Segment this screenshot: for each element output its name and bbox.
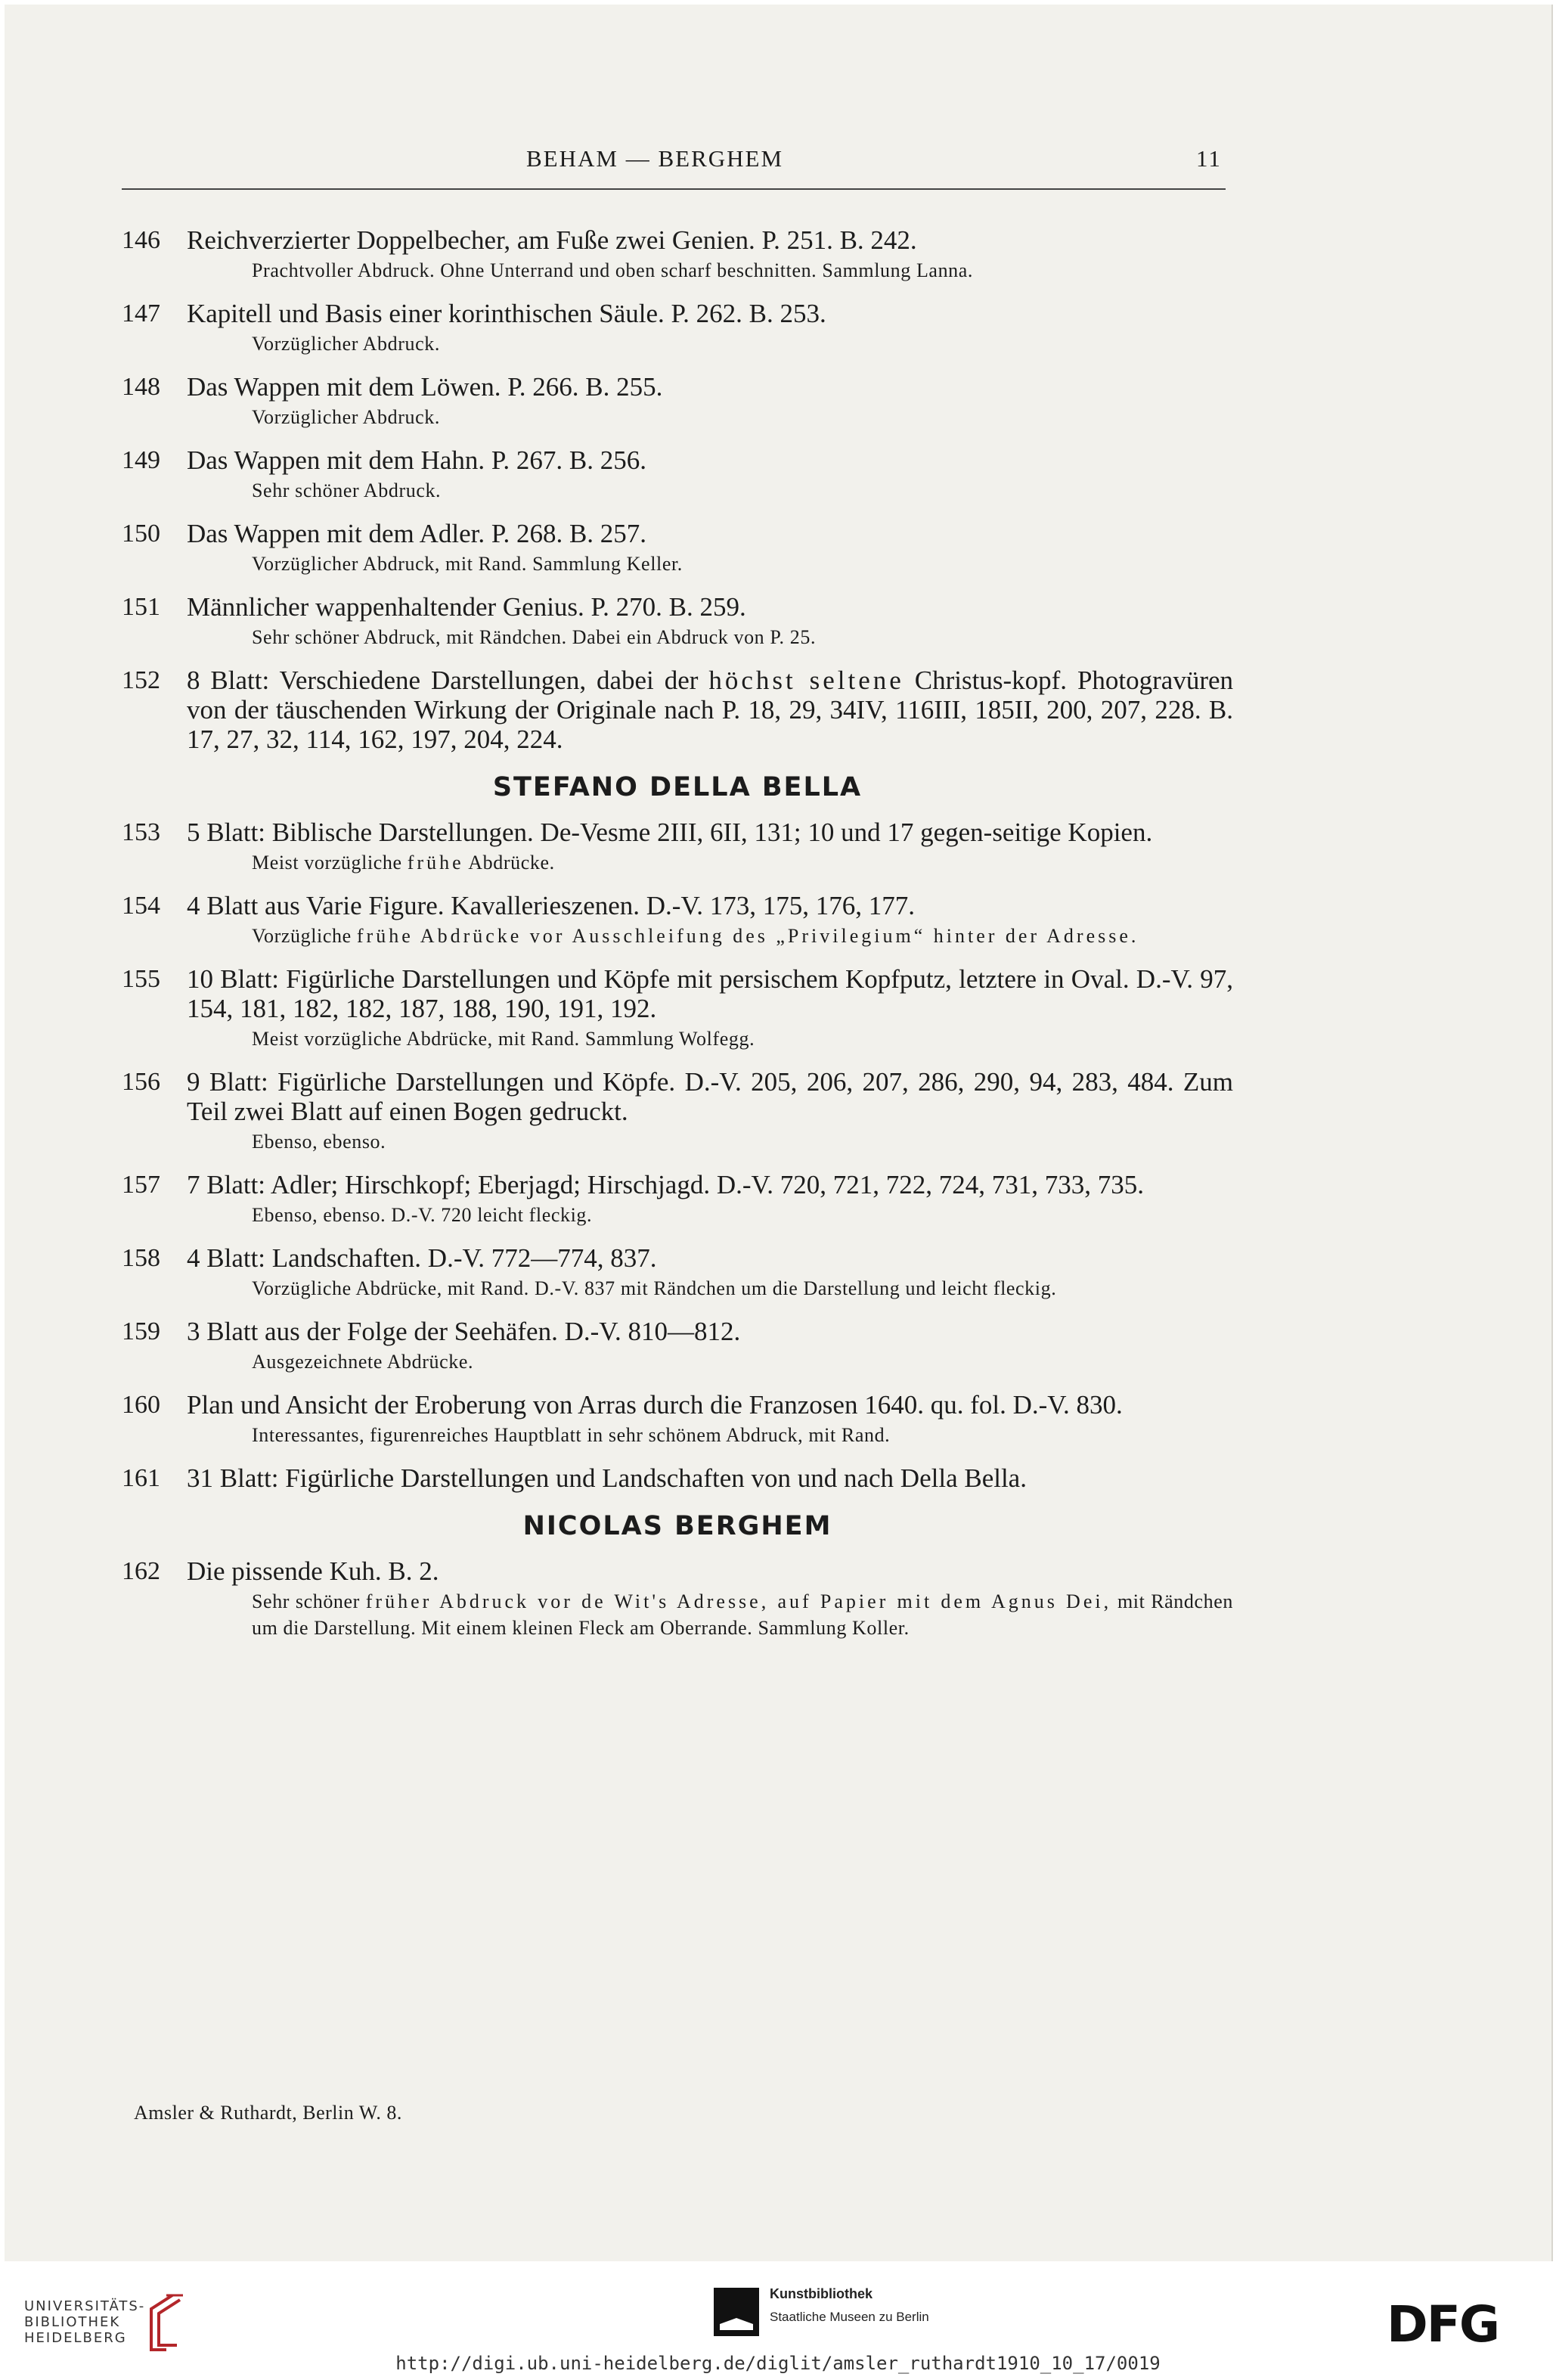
ub-heidelberg-label <box>24 2298 145 2346</box>
entry-note: Vorzüglicher Abdruck, mit Rand. Sammlung Keller. <box>252 553 683 575</box>
scanned-page <box>5 5 1553 2261</box>
note-part: Meist vorzügliche <box>252 852 402 873</box>
catalog-entry-160 <box>122 1390 1233 1448</box>
ub-heidelberg-logo-icon <box>144 2292 188 2353</box>
entry-note: Interessantes, figurenreiches Hauptblatt in sehr schönem Abdruck, mit Rand. <box>252 1424 891 1446</box>
entry-description: Das Wappen mit dem Hahn. P. 267. B. 256. <box>187 445 647 475</box>
entry-description: Reichverzierter Doppelbecher, am Fuße zwei Genien. P. 251. B. 242. <box>187 225 917 255</box>
entry-description: Das Wappen mit dem Adler. P. 268. B. 257. <box>187 519 647 548</box>
entry-number: 152 <box>122 666 160 694</box>
entry-description: 5 Blatt: Biblische Darstellungen. De-Vesme 2III, 6II, 131; 10 und 17 gegen-seitige Kopien. <box>187 818 1153 847</box>
dfg-logo: DFG <box>1387 2295 1499 2354</box>
entry-description: Das Wappen mit dem Löwen. P. 266. B. 255. <box>187 372 663 402</box>
entry-text-emphasis: höchst seltene <box>708 666 904 695</box>
section-heading-berghem: NICOLAS BERGHEM <box>522 1511 832 1541</box>
entry-description: 31 Blatt: Figürliche Darstellungen und Landschaften von und nach Della Bella. <box>187 1463 1027 1493</box>
catalog-entry-148 <box>122 372 1233 430</box>
catalog-entry-151 <box>122 592 1233 650</box>
running-head-title: BEHAM — BERGHEM <box>526 145 784 172</box>
note-part: Vorzügliche <box>252 925 352 947</box>
entry-number: 149 <box>122 446 160 474</box>
catalog-entry-153 <box>122 818 1233 876</box>
entry-description: Kapitell und Basis einer korinthischen Säule. P. 262. B. 253. <box>187 299 826 328</box>
entry-list-beham <box>122 225 1233 650</box>
entry-number: 153 <box>122 818 160 846</box>
entry-number: 158 <box>122 1244 160 1272</box>
running-head <box>5 145 1551 175</box>
entry-note <box>187 1588 1233 1641</box>
note-part: Abdrücke. <box>468 852 555 873</box>
catalog-entry-157 <box>122 1170 1233 1228</box>
entry-description: 9 Blatt: Figürliche Darstellungen und Köpfe. D.-V. 205, 206, 207, 286, 290, 94, 283, 484. Zum Teil zwei Blatt auf einen Bogen gedruckt. <box>187 1067 1233 1126</box>
entry-number: 159 <box>122 1317 160 1345</box>
entry-note: Sehr schöner Abdruck. <box>252 479 442 501</box>
catalog-entry-158 <box>122 1243 1233 1302</box>
entry-note: Ebenso, ebenso. <box>252 1131 386 1153</box>
kunstbibliothek-title: Kunstbibliothek <box>770 2286 873 2301</box>
publisher-imprint: Amsler & Ruthardt, Berlin W. 8. <box>134 2102 402 2124</box>
entry-number: 147 <box>122 299 160 327</box>
entry-number: 151 <box>122 593 160 621</box>
entry-note: Vorzüglicher Abdruck. <box>252 333 440 355</box>
entry-description: 3 Blatt aus der Folge der Seehäfen. D.-V. 810—812. <box>187 1317 741 1346</box>
entry-note <box>187 923 1233 949</box>
catalog-entry-156 <box>122 1067 1233 1155</box>
ub-label-line: BIBLIOTHEK <box>24 2314 121 2330</box>
entry-description: Die pissende Kuh. B. 2. <box>187 1556 439 1586</box>
catalog-entry-161 <box>122 1463 1233 1493</box>
catalog-entry-159 <box>122 1317 1233 1375</box>
entry-note: Sehr schöner Abdruck, mit Rändchen. Dabei ein Abdruck von P. 25. <box>252 626 817 648</box>
header-rule <box>122 188 1226 190</box>
section-heading-della-bella: STEFANO DELLA BELLA <box>492 772 863 802</box>
ub-label-line: UNIVERSITÄTS- <box>24 2298 146 2314</box>
entry-note: Prachtvoller Abdruck. Ohne Unterrand und oben scharf beschnitten. Sammlung Lanna. <box>252 259 974 281</box>
note-emphasis: frühe Abdrücke vor Ausschleifung des „Privilegium“ hinter der Adresse. <box>356 925 1139 947</box>
entry-note: Meist vorzügliche Abdrücke, mit Rand. Sammlung Wolfegg. <box>252 1028 755 1050</box>
entry-number: 154 <box>122 892 160 920</box>
entry-description: 7 Blatt: Adler; Hirschkopf; Eberjagd; Hirschjagd. D.-V. 720, 721, 722, 724, 731, 733, 735. <box>187 1170 1145 1199</box>
catalog-entry-150 <box>122 519 1233 577</box>
digitization-footer <box>0 2265 1556 2380</box>
entry-description <box>187 666 1233 754</box>
entry-description: Männlicher wappenhaltender Genius. P. 270. B. 259. <box>187 592 746 622</box>
entry-note: Vorzügliche Abdrücke, mit Rand. D.-V. 837 mit Rändchen um die Darstellung und leicht fleckig. <box>252 1277 1057 1299</box>
catalog-entry-146 <box>122 225 1233 284</box>
entry-number: 162 <box>122 1557 160 1585</box>
permalink-url[interactable]: http://digi.ub.uni-heidelberg.de/diglit/amsler_ruthardt1910_10_17/0019 <box>395 2353 1161 2374</box>
entry-text-part: Christus-kopf. Photogravüren von der täuschenden Wirkung der Originale nach P. 18, 29, 34IV, 116III, 185II, 200, 207, 228. B. 17, 27, 32, 114, 162, 197, 204, 224. <box>187 666 1234 754</box>
note-emphasis: früher Abdruck vor de Wit's Adresse, auf Papier mit dem Agnus Dei, <box>365 1590 1112 1612</box>
catalog-entry-147 <box>122 299 1233 357</box>
entry-description: 4 Blatt aus Varie Figure. Kavallerieszenen. D.-V. 173, 175, 176, 177. <box>187 891 915 920</box>
entry-number: 161 <box>122 1464 160 1492</box>
kunstbibliothek-label <box>770 2286 929 2325</box>
entry-description: 4 Blatt: Landschaften. D.-V. 772—774, 837. <box>187 1243 657 1273</box>
entry-number: 146 <box>122 226 160 254</box>
entry-note <box>187 849 1233 876</box>
catalog-entry-152 <box>122 666 1233 754</box>
entry-number: 155 <box>122 965 160 993</box>
note-part: mit Rändchen um die Darstellung. Mit einem kleinen Fleck am Oberrande. Sammlung Koller. <box>252 1590 1233 1639</box>
entry-description: 10 Blatt: Figürliche Darstellungen und Köpfe mit persischem Kopfputz, letztere in Oval. D.-V. 97, 154, 181, 182, 182, 187, 188, 190, 191, 192. <box>187 964 1233 1023</box>
entry-note: Ebenso, ebenso. D.-V. 720 leicht fleckig. <box>252 1204 593 1226</box>
catalog-entry-154 <box>122 891 1233 949</box>
entry-number: 148 <box>122 373 160 401</box>
entry-description: Plan und Ansicht der Eroberung von Arras durch die Franzosen 1640. qu. fol. D.-V. 830. <box>187 1390 1123 1420</box>
catalog-content <box>122 225 1233 1656</box>
entry-list-della-bella <box>122 964 1233 1493</box>
entry-text-part: 8 Blatt: Verschiedene Darstellungen, dabei der <box>187 666 699 695</box>
entry-number: 156 <box>122 1068 160 1096</box>
entry-note: Vorzüglicher Abdruck. <box>252 406 440 428</box>
kunstbibliothek-logo-icon <box>714 2288 759 2336</box>
entry-note: Ausgezeichnete Abdrücke. <box>252 1351 474 1373</box>
entry-number: 160 <box>122 1391 160 1419</box>
note-emphasis: frühe <box>407 852 464 873</box>
note-part: Sehr schöner <box>252 1590 360 1612</box>
kunstbibliothek-subtitle: Staatliche Museen zu Berlin <box>770 2310 929 2324</box>
entry-number: 157 <box>122 1171 160 1199</box>
catalog-entry-149 <box>122 445 1233 504</box>
catalog-entry-155 <box>122 964 1233 1052</box>
catalog-entry-162 <box>122 1556 1233 1641</box>
ub-label-line: HEIDELBERG <box>24 2330 127 2346</box>
entry-number: 150 <box>122 520 160 548</box>
page-number: 11 <box>1196 145 1222 172</box>
